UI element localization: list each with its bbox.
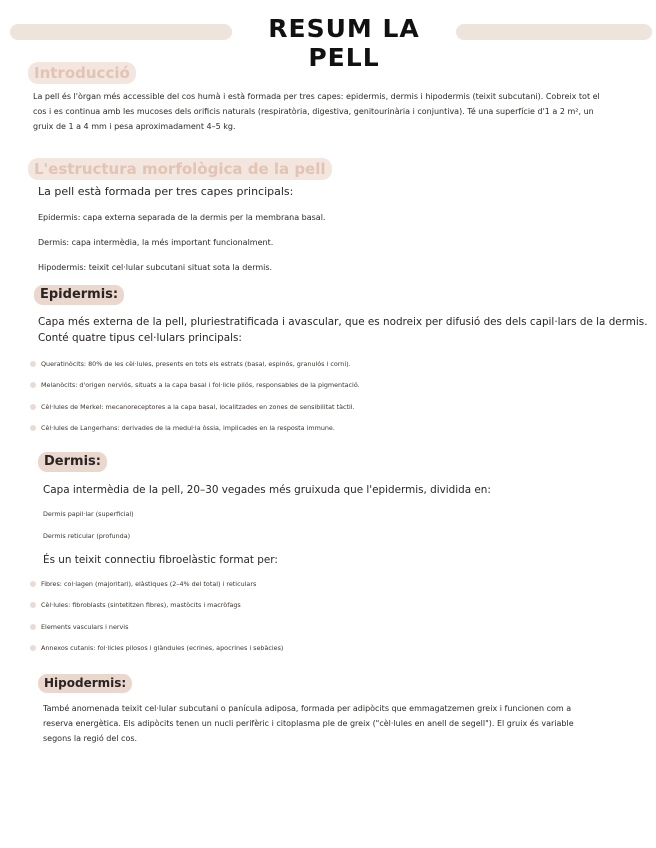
dermis-bullet-annexos: Annexos cutanis: fol·licles pilosos i glàndules (ecrines, apocrines i sebàcies): [41, 644, 284, 652]
intro-text-line-1: La pell és l'òrgan més accessible del cos humà i està formada per tres capes: epidermis, dermis i hipodermis (teixit subcutani). Cobreix tot el: [33, 92, 600, 101]
bullet-dot-icon: [30, 581, 36, 587]
title-decoration-right: [456, 24, 652, 40]
dermis-bullet-vasculars: Elements vasculars i nervis: [41, 623, 129, 631]
structure-lead: La pell està formada per tres capes principals:: [38, 185, 294, 198]
bullet-dot-icon: [30, 624, 36, 630]
bullet-dot-icon: [30, 382, 36, 388]
structure-item-epidermis: Epidermis: capa externa separada de la dermis per la membrana basal.: [38, 213, 326, 222]
epidermis-bullet-queratinocits: Queratinòcits: 80% de les cèl·lules, presents en tots els estrats (basal, espinós, granulós i corni).: [41, 360, 351, 368]
dermis-bullet-fibres: Fibres: col·lagen (majoritari), elàstiques (2–4% del total) i reticulars: [41, 580, 257, 588]
dermis-bullet-cellules: Cèl·lules: fibroblasts (sintetitzen fibres), mastòcits i macròfags: [41, 601, 241, 609]
list-item: [30, 578, 256, 590]
hipodermis-text-line-2: reserva energètica. Els adipòcits tenen un nucli perifèric i citoplasma ple de greix ("cèl·lules en anell de segell"). El gruix és variable: [43, 719, 574, 728]
intro-heading: Introducció: [28, 62, 136, 84]
hipodermis-text-line-1: També anomenada teixit cel·lular subcutani o panícula adiposa, formada per adipòcits que emmagatzemen greix i funcionen com a: [43, 704, 572, 713]
intro-text-line-2: cos i es continua amb les mucoses dels orificis naturals (respiratòria, digestiva, genitourinària i conjuntiva). Té una superfície d'1 a 2 m², un: [33, 107, 594, 116]
page-title: RESUM LA PELL: [268, 14, 420, 72]
list-item: [30, 642, 283, 654]
intro-text-line-3: gruix de 1 a 4 mm i pesa aproximadament 4–5 kg.: [33, 122, 236, 131]
dermis-part-reticular: Dermis reticular (profunda): [43, 532, 131, 540]
title-decoration-left: [10, 24, 232, 40]
epidermis-lead-line-2: Conté quatre tipus cel·lulars principals:: [38, 332, 242, 344]
bullet-dot-icon: [30, 602, 36, 608]
bullet-dot-icon: [30, 425, 36, 431]
hipodermis-heading: Hipodermis:: [38, 674, 132, 693]
list-item: [30, 379, 360, 391]
list-item: [30, 358, 351, 370]
list-item: [30, 401, 355, 413]
structure-item-dermis: Dermis: capa intermèdia, la més important funcionalment.: [38, 238, 274, 247]
epidermis-bullet-merkel: Cèl·lules de Merkel: mecanoreceptores a la capa basal, localitzades en zones de sensibilitat tàctil.: [41, 403, 355, 411]
dermis-lead-2: És un teixit connectiu fibroelàstic format per:: [43, 554, 278, 566]
epidermis-bullet-langerhans: Cèl·lules de Langerhans: derivades de la medul·la òssia, implicades en la resposta immune.: [41, 424, 335, 432]
epidermis-lead-line-1: Capa més externa de la pell, pluriestratificada i avascular, que es nodreix per difusió des dels capil·lars de la dermis.: [38, 316, 648, 328]
bullet-dot-icon: [30, 645, 36, 651]
bullet-dot-icon: [30, 404, 36, 410]
dermis-heading: Dermis:: [38, 452, 107, 472]
hipodermis-text-line-3: segons la regió del cos.: [43, 734, 138, 743]
structure-item-hipodermis: Hipodermis: teixit cel·lular subcutani situat sota la dermis.: [38, 263, 273, 272]
structure-heading: L'estructura morfològica de la pell: [28, 158, 332, 180]
dermis-lead: Capa intermèdia de la pell, 20–30 vegades més gruixuda que l'epidermis, dividida en:: [43, 484, 491, 496]
dermis-part-papillar: Dermis papil·lar (superficial): [43, 510, 134, 518]
epidermis-bullet-melanocits: Melanòcits: d'origen nerviós, situats a la capa basal i fol·licle pilós, responsables de la pigmentació.: [41, 381, 360, 389]
title-row: [0, 14, 656, 72]
list-item: [30, 621, 128, 633]
list-item: [30, 599, 241, 611]
epidermis-heading: Epidermis:: [34, 285, 124, 305]
bullet-dot-icon: [30, 361, 36, 367]
list-item: [30, 422, 335, 434]
